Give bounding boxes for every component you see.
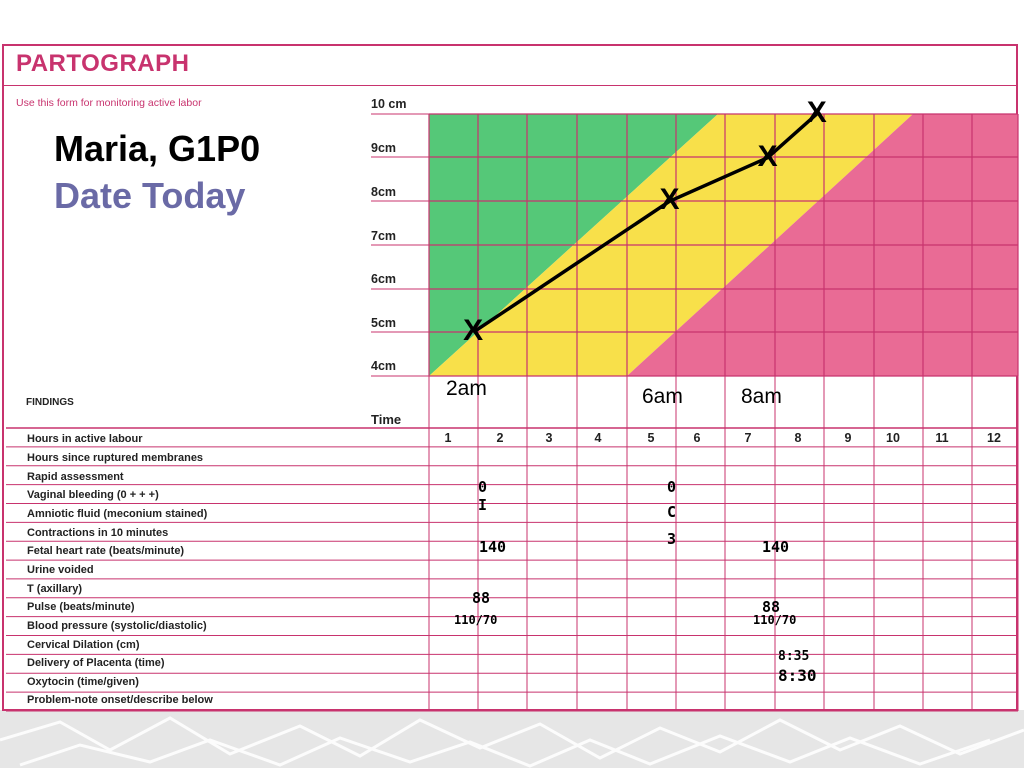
hour-label-9: 9 [844, 431, 852, 445]
entry-bp-8am: 110/70 [753, 613, 797, 627]
hour-label-8: 8 [794, 431, 802, 445]
patient-name: Maria, G1P0 [54, 128, 261, 169]
dilation-mark-x: X [806, 96, 827, 129]
time-label: Time [371, 412, 402, 427]
row-label-blood-pressure: Blood pressure (systolic/diastolic) [27, 620, 207, 632]
row-label-fetal-heart-rate: Fetal heart rate (beats/minute) [27, 545, 185, 557]
row-label-rapid-assessment: Rapid assessment [27, 471, 124, 483]
hour-label-10: 10 [886, 431, 900, 445]
cervix-label-4cm: 4cm [371, 359, 397, 373]
row-label-vaginal-bleeding: Vaginal bleeding (0 + + +) [27, 489, 159, 501]
entry-fluid-6am: C [667, 503, 677, 521]
time-annotation-6am: 6am [642, 385, 683, 408]
entry-fluid-2am: I [478, 496, 488, 514]
cervix-label-5cm: 5cm [371, 316, 397, 330]
row-label-oxytocin: Oxytocin (time/given) [27, 676, 139, 688]
time-annotation-2am: 2am [446, 377, 487, 400]
patient-date: Date Today [54, 175, 246, 216]
entry-pulse-2am: 88 [472, 589, 491, 607]
hour-label-11: 11 [935, 431, 949, 445]
row-label-hours-active-labour: Hours in active labour [27, 433, 143, 445]
row-label-hours-ruptured-membranes: Hours since ruptured membranes [27, 452, 204, 464]
entry-bleeding-6am: 0 [667, 478, 677, 496]
dilation-mark-x: X [757, 139, 778, 173]
entry-placenta-time: 8:35 [778, 649, 810, 664]
time-annotation-8am: 8am [741, 385, 782, 408]
row-label-delivery-placenta: Delivery of Placenta (time) [27, 657, 165, 669]
row-label-amniotic-fluid: Amniotic fluid (meconium stained) [27, 508, 208, 520]
entry-fhr-8am: 140 [762, 538, 790, 556]
entry-bp-2am: 110/70 [454, 613, 498, 627]
row-label-contractions: Contractions in 10 minutes [27, 527, 169, 539]
hour-label-4: 4 [594, 431, 602, 445]
dilation-mark-x: X [659, 183, 680, 217]
cervix-label-9cm: 9cm [371, 141, 397, 155]
cervix-label-8cm: 8cm [371, 185, 397, 199]
cervix-label-6cm: 6cm [371, 272, 397, 286]
hour-label-7: 7 [744, 431, 752, 445]
cervix-label-10cm: 10 cm [371, 97, 407, 111]
entry-contractions-6am: 3 [667, 530, 677, 548]
entry-fhr-2am: 140 [479, 538, 507, 556]
hour-label-6: 6 [693, 431, 701, 445]
hour-label-12: 12 [987, 431, 1001, 445]
cervix-label-7cm: 7cm [371, 229, 397, 243]
hour-label-2: 2 [496, 431, 504, 445]
entry-oxytocin-time: 8:30 [778, 666, 817, 685]
form-subtitle: Use this form for monitoring active labor [16, 97, 202, 109]
findings-heading: FINDINGS [26, 397, 74, 408]
hour-label-5: 5 [647, 431, 655, 445]
entry-bleeding-2am: 0 [478, 478, 488, 496]
row-label-temperature: T (axillary) [27, 583, 83, 595]
row-label-problem-note: Problem-note onset/describe below [27, 694, 213, 706]
entry-pulse-8am: 88 [762, 598, 781, 616]
row-label-urine-voided: Urine voided [27, 564, 94, 576]
row-label-cervical-dilation: Cervical Dilation (cm) [27, 639, 140, 651]
form-title: PARTOGRAPH [16, 50, 190, 77]
dilation-mark-x: X [463, 314, 484, 348]
hour-label-1: 1 [444, 431, 452, 445]
row-label-pulse: Pulse (beats/minute) [27, 601, 135, 613]
hour-label-3: 3 [545, 431, 553, 445]
